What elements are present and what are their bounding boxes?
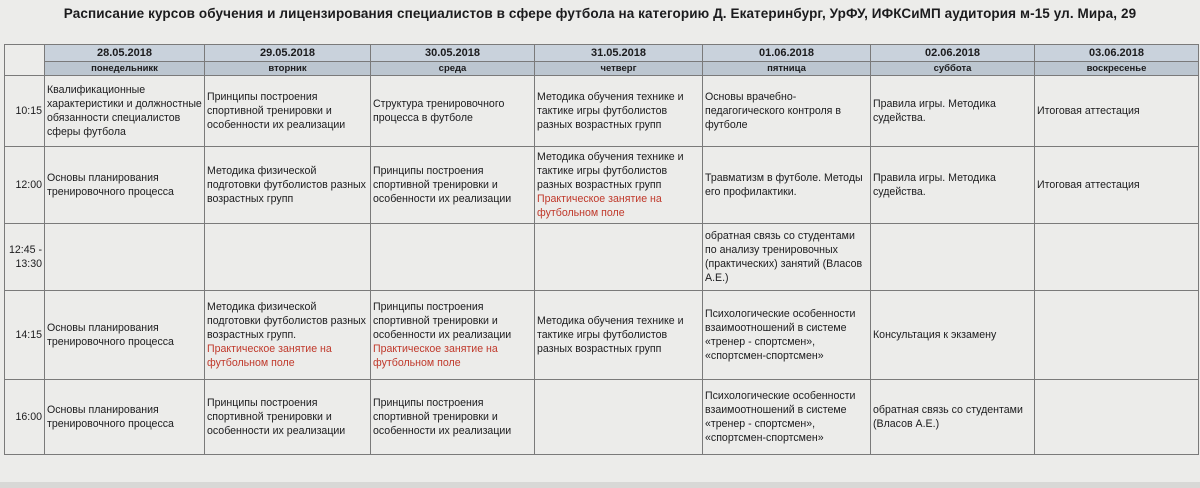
table-row xyxy=(5,291,1199,380)
lesson-cell xyxy=(45,147,205,224)
time-cell: 14:15 xyxy=(5,291,45,380)
lesson-cell xyxy=(371,76,535,147)
lesson-cell xyxy=(371,224,535,291)
lesson-cell xyxy=(1035,380,1199,455)
lesson-cell xyxy=(871,147,1035,224)
lesson-text: Методика физической подготовки футболистов разных возрастных групп. xyxy=(207,301,366,341)
lesson-cell xyxy=(1035,147,1199,224)
corner-cell xyxy=(5,45,45,76)
lesson-text: обратная связь со студентами по анализу тренировочных (практических) занятий (Власов А.Е.) xyxy=(705,230,863,284)
lesson-cell xyxy=(703,224,871,291)
lesson-cell xyxy=(535,76,703,147)
lesson-cell xyxy=(1035,76,1199,147)
lesson-cell xyxy=(205,380,371,455)
lesson-text: Принципы построения спортивной тренировки и особенности их реализации xyxy=(207,397,346,437)
lesson-text: Структура тренировочного процесса в футболе xyxy=(373,98,505,124)
day-header: суббота xyxy=(871,62,1035,76)
date-header: 30.05.2018 xyxy=(371,45,535,62)
lesson-cell xyxy=(205,224,371,291)
lesson-text: Методика обучения технике и тактике игры футболистов разных возрастных групп xyxy=(537,91,684,131)
lesson-cell xyxy=(703,380,871,455)
lesson-cell xyxy=(371,147,535,224)
lesson-cell xyxy=(205,291,371,380)
time-cell: 10:15 xyxy=(5,76,45,147)
lesson-cell xyxy=(871,380,1035,455)
table-row xyxy=(5,147,1199,224)
time-cell: 12:00 xyxy=(5,147,45,224)
date-header: 31.05.2018 xyxy=(535,45,703,62)
lesson-text: Принципы построения спортивной тренировки и особенности их реализации xyxy=(373,397,512,437)
lesson-cell xyxy=(371,291,535,380)
lesson-text: Правила игры. Методика судейства. xyxy=(873,98,996,124)
bottom-edge xyxy=(0,482,1200,488)
table-row xyxy=(5,380,1199,455)
schedule-table xyxy=(4,44,1199,455)
day-header: среда xyxy=(371,62,535,76)
time-cell: 16:00 xyxy=(5,380,45,455)
lesson-text: Основы врачебно-педагогического контроля в футболе xyxy=(705,91,841,131)
lesson-cell xyxy=(535,291,703,380)
lesson-text: Правила игры. Методика судейства. xyxy=(873,172,996,198)
lesson-cell xyxy=(45,291,205,380)
lesson-text: Принципы построения спортивной тренировки и особенности их реализации xyxy=(373,165,512,205)
lesson-cell xyxy=(535,147,703,224)
day-header: четверг xyxy=(535,62,703,76)
lesson-text: Принципы построения спортивной тренировки и особенности их реализации xyxy=(207,91,346,131)
lesson-note: Практическое занятие на футбольном поле xyxy=(537,193,662,219)
time-cell: 12:45 - 13:30 xyxy=(5,224,45,291)
table-row xyxy=(5,76,1199,147)
lesson-text: Психологические особенности взаимоотношений в системе «тренер - спортсмен», «спортсмен-спортсмен» xyxy=(705,390,856,444)
day-header: воскресенье xyxy=(1035,62,1199,76)
lesson-cell xyxy=(871,76,1035,147)
lesson-text: Итоговая аттестация xyxy=(1037,179,1140,191)
lesson-cell xyxy=(703,291,871,380)
date-header: 03.06.2018 xyxy=(1035,45,1199,62)
lesson-cell xyxy=(535,224,703,291)
lesson-text: Итоговая аттестация xyxy=(1037,105,1140,117)
date-header: 01.06.2018 xyxy=(703,45,871,62)
lesson-cell xyxy=(205,147,371,224)
lesson-cell xyxy=(45,76,205,147)
lesson-cell xyxy=(371,380,535,455)
lesson-text: Методика обучения технике и тактике игры футболистов разных возрастных групп xyxy=(537,151,684,191)
lesson-text: Методика физической подготовки футболистов разных возрастных групп xyxy=(207,165,366,205)
lesson-cell xyxy=(45,380,205,455)
lesson-text: Основы планирования тренировочного процесса xyxy=(47,404,174,430)
lesson-note: Практическое занятие на футбольном поле xyxy=(207,343,332,369)
lesson-text: Основы планирования тренировочного процесса xyxy=(47,172,174,198)
day-header: пятница xyxy=(703,62,871,76)
lesson-cell xyxy=(45,224,205,291)
date-header: 28.05.2018 xyxy=(45,45,205,62)
lesson-cell xyxy=(1035,291,1199,380)
day-header: понедельникк xyxy=(45,62,205,76)
lesson-text: обратная связь со студентами (Власов А.Е.) xyxy=(873,404,1023,430)
lesson-cell xyxy=(703,147,871,224)
table-row xyxy=(5,224,1199,291)
date-header: 02.06.2018 xyxy=(871,45,1035,62)
lesson-cell xyxy=(535,380,703,455)
lesson-cell xyxy=(1035,224,1199,291)
lesson-text: Квалификационные характеристики и должностные обязанности специалистов сферы футбола xyxy=(47,84,202,138)
lesson-cell xyxy=(871,291,1035,380)
lesson-cell xyxy=(205,76,371,147)
lesson-cell xyxy=(871,224,1035,291)
lesson-text: Принципы построения спортивной тренировки и особенности их реализации xyxy=(373,301,512,341)
day-header: вторник xyxy=(205,62,371,76)
day-header-row xyxy=(5,62,1199,76)
lesson-text: Травматизм в футболе. Методы его профилактики. xyxy=(705,172,863,198)
lesson-text: Основы планирования тренировочного процесса xyxy=(47,322,174,348)
lesson-cell xyxy=(703,76,871,147)
page-title: Расписание курсов обучения и лицензирования специалистов в сфере футбола на категорию Д. Екатеринбург, УрФУ, ИФКСиМП аудитория м-15 ул. Мира, 29 xyxy=(63,6,1137,21)
lesson-text: Психологические особенности взаимоотношений в системе «тренер - спортсмен», «спортсмен-спортсмен» xyxy=(705,308,856,362)
date-header-row xyxy=(5,45,1199,62)
lesson-text: Методика обучения технике и тактике игры футболистов разных возрастных групп xyxy=(537,315,684,355)
lesson-text: Консультация к экзамену xyxy=(873,329,997,341)
date-header: 29.05.2018 xyxy=(205,45,371,62)
lesson-note: Практическое занятие на футбольном поле xyxy=(373,343,498,369)
